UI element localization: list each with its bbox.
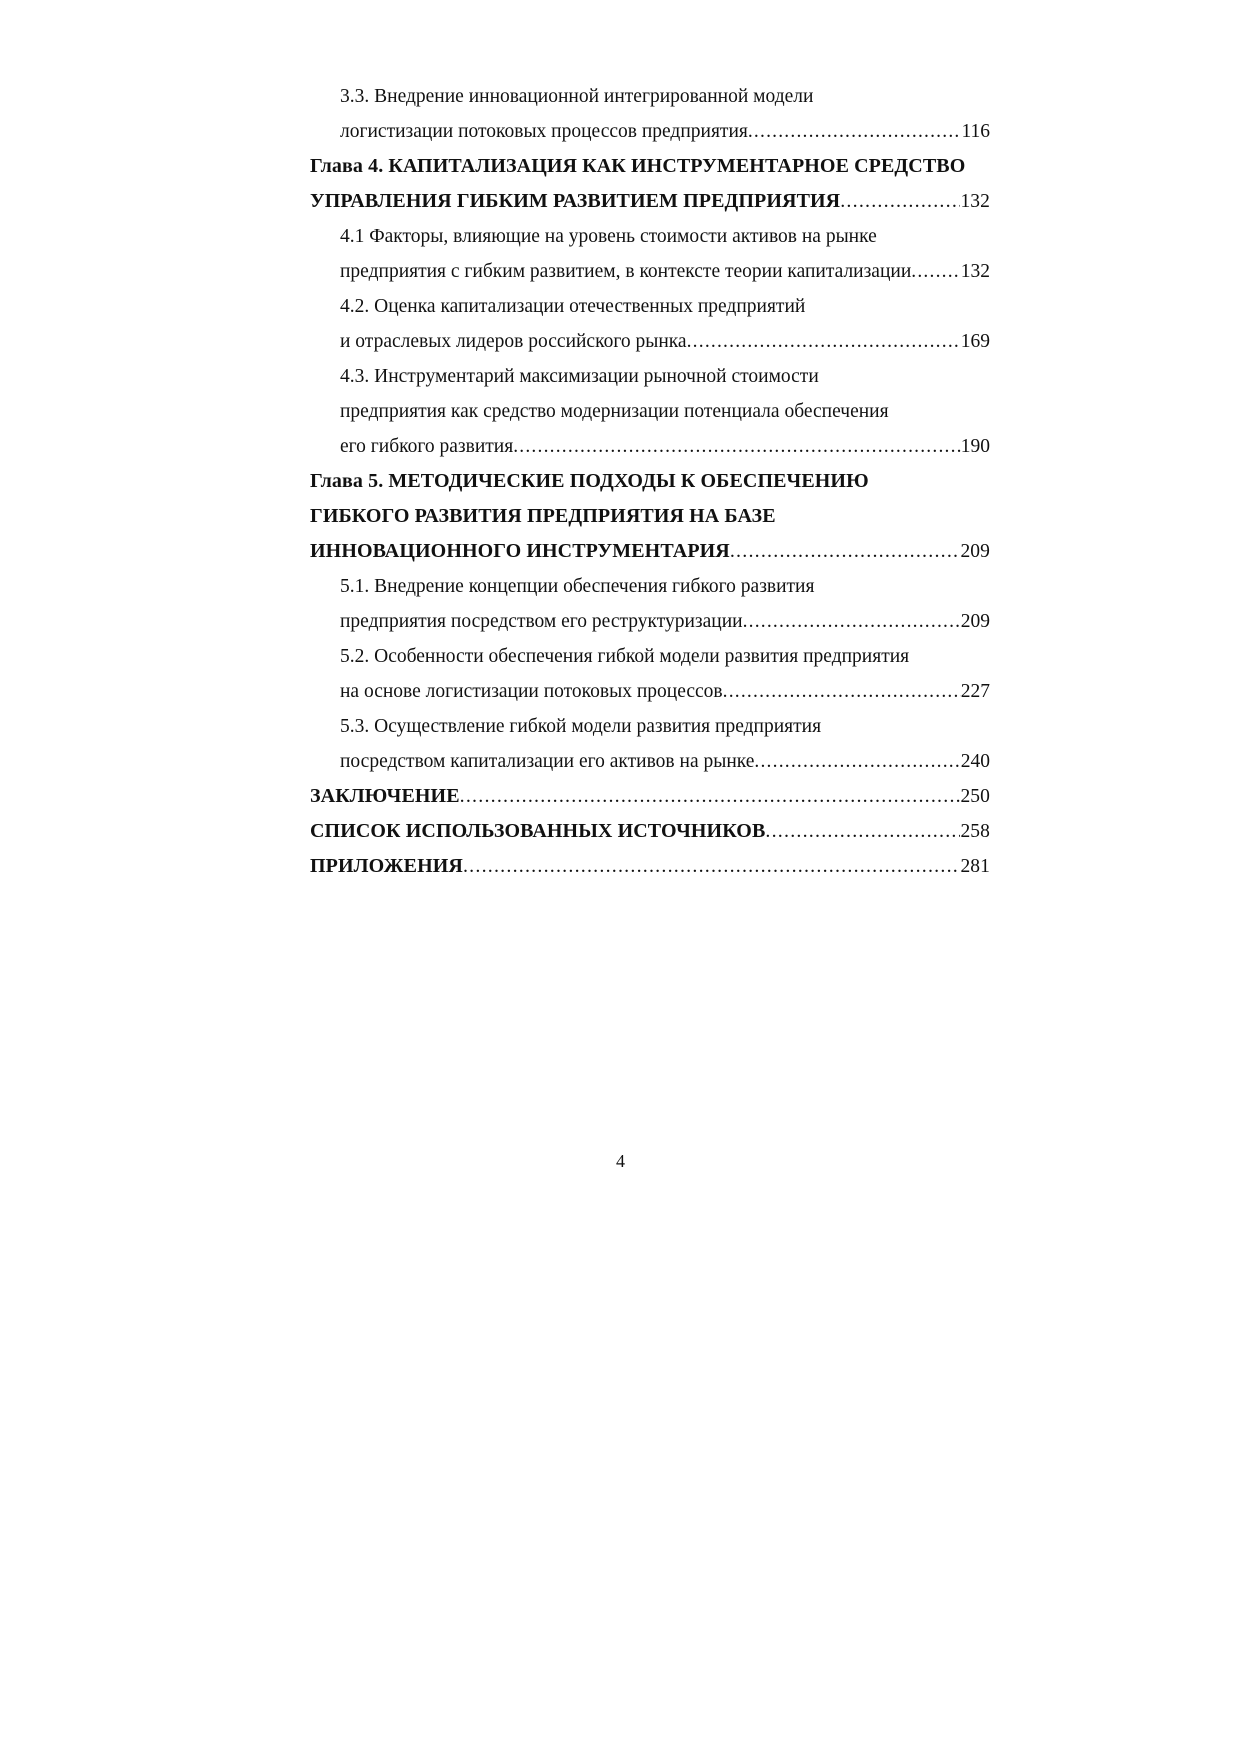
toc-entry-text: 4.2. Оценка капитализации отечественных предприятий: [340, 296, 806, 317]
toc-entry-4-3-line1: [310, 359, 990, 394]
toc-entry-3-3-line2: [310, 114, 990, 149]
toc-chapter-title: ИННОВАЦИОННОГО ИНСТРУМЕНТАРИЯ: [310, 540, 730, 562]
toc-entry-5-2-line1: [310, 639, 990, 674]
toc-entry-text: предприятия посредством его реструктуризации: [340, 611, 743, 632]
toc-dot-leader: [840, 184, 960, 219]
toc-entry-text: и отраслевых лидеров российского рынка: [340, 331, 687, 352]
toc-dot-leader: [748, 114, 962, 149]
toc-entry-4-2-line1: [310, 289, 990, 324]
toc-page-number: 258: [960, 821, 990, 842]
toc-entry-4-3-line3: [310, 429, 990, 464]
toc-entry-5-2-line2: [310, 674, 990, 709]
toc-page-number: 209: [960, 541, 990, 562]
toc-dot-leader: [463, 849, 960, 884]
toc-appendices: [310, 849, 990, 884]
toc-entry-text: 4.1 Факторы, влияющие на уровень стоимости активов на рынке: [340, 226, 877, 247]
toc-chapter-title: ПРИЛОЖЕНИЯ: [310, 855, 463, 877]
toc-page-number: 240: [960, 751, 990, 772]
toc-entry-text: логистизации потоковых процессов предприятия: [340, 121, 748, 142]
toc-page-number: 281: [960, 856, 990, 877]
toc-chapter-title: ГИБКОГО РАЗВИТИЯ ПРЕДПРИЯТИЯ НА БАЗЕ: [310, 505, 776, 527]
toc-entry-text: 3.3. Внедрение инновационной интегрированной модели: [340, 86, 814, 107]
toc-dot-leader: [911, 254, 960, 289]
toc-page-number: 190: [960, 436, 990, 457]
toc-entry-text: 4.3. Инструментарий максимизации рыночной стоимости: [340, 366, 819, 387]
toc-page-number: 132: [960, 191, 990, 212]
toc-conclusion: [310, 779, 990, 814]
toc-chapter-5-line3: [310, 534, 990, 569]
toc-entry-text: предприятия с гибким развитием, в контексте теории капитализации: [340, 261, 912, 282]
toc-entry-text: его гибкого развития: [340, 436, 514, 457]
toc-entry-text: на основе логистизации потоковых процессов: [340, 681, 723, 702]
toc-dot-leader: [743, 604, 961, 639]
toc-page-number: 250: [960, 786, 990, 807]
toc-dot-leader: [687, 324, 961, 359]
toc-dot-leader: [460, 779, 961, 814]
toc-page-number: 132: [960, 261, 990, 282]
toc-chapter-title: УПРАВЛЕНИЯ ГИБКИМ РАЗВИТИЕМ ПРЕДПРИЯТИЯ: [310, 190, 841, 212]
toc-chapter-4-line1: [310, 149, 990, 184]
toc-chapter-title: СПИСОК ИСПОЛЬЗОВАННЫХ ИСТОЧНИКОВ: [310, 820, 766, 842]
toc-dot-leader: [730, 534, 961, 569]
toc-chapter-title: Глава 5. МЕТОДИЧЕСКИЕ ПОДХОДЫ К ОБЕСПЕЧЕНИЮ: [310, 470, 869, 492]
page-number: 4: [616, 1151, 625, 1171]
toc-entry-4-1-line2: [310, 254, 990, 289]
toc-dot-leader: [765, 814, 960, 849]
toc-entry-3-3-line1: [310, 79, 990, 114]
toc-dot-leader: [513, 429, 961, 464]
toc-entry-text: предприятия как средство модернизации потенциала обеспечения: [340, 401, 889, 422]
toc-entry-5-3-line2: [310, 744, 990, 779]
toc-chapter-4-line2: [310, 184, 990, 219]
toc-page-number: 227: [960, 681, 990, 702]
toc-page-number: 169: [960, 331, 990, 352]
toc-entry-text: посредством капитализации его активов на рынке: [340, 751, 755, 772]
toc-entry-text: 5.2. Особенности обеспечения гибкой модели развития предприятия: [340, 646, 910, 667]
toc-page-number: 116: [961, 121, 990, 142]
toc-dot-leader: [723, 674, 961, 709]
toc-entry-text: 5.3. Осуществление гибкой модели развития предприятия: [340, 716, 822, 737]
toc-entry-4-1-line1: [310, 219, 990, 254]
toc-entry-5-1-line2: [310, 604, 990, 639]
toc-entry-4-3-line2: [310, 394, 990, 429]
toc-chapter-5-line1: [310, 464, 990, 499]
toc-references: [310, 814, 990, 849]
toc-page-number: 209: [960, 611, 990, 632]
table-of-contents: [310, 79, 990, 884]
toc-entry-5-3-line1: [310, 709, 990, 744]
toc-entry-4-2-line2: [310, 324, 990, 359]
toc-chapter-title: Глава 4. КАПИТАЛИЗАЦИЯ КАК ИНСТРУМЕНТАРНОЕ СРЕДСТВО: [310, 155, 966, 177]
toc-entry-5-1-line1: [310, 569, 990, 604]
toc-chapter-5-line2: [310, 499, 990, 534]
toc-dot-leader: [754, 744, 960, 779]
toc-entry-text: 5.1. Внедрение концепции обеспечения гибкого развития: [340, 576, 815, 597]
toc-chapter-title: ЗАКЛЮЧЕНИЕ: [310, 785, 460, 807]
